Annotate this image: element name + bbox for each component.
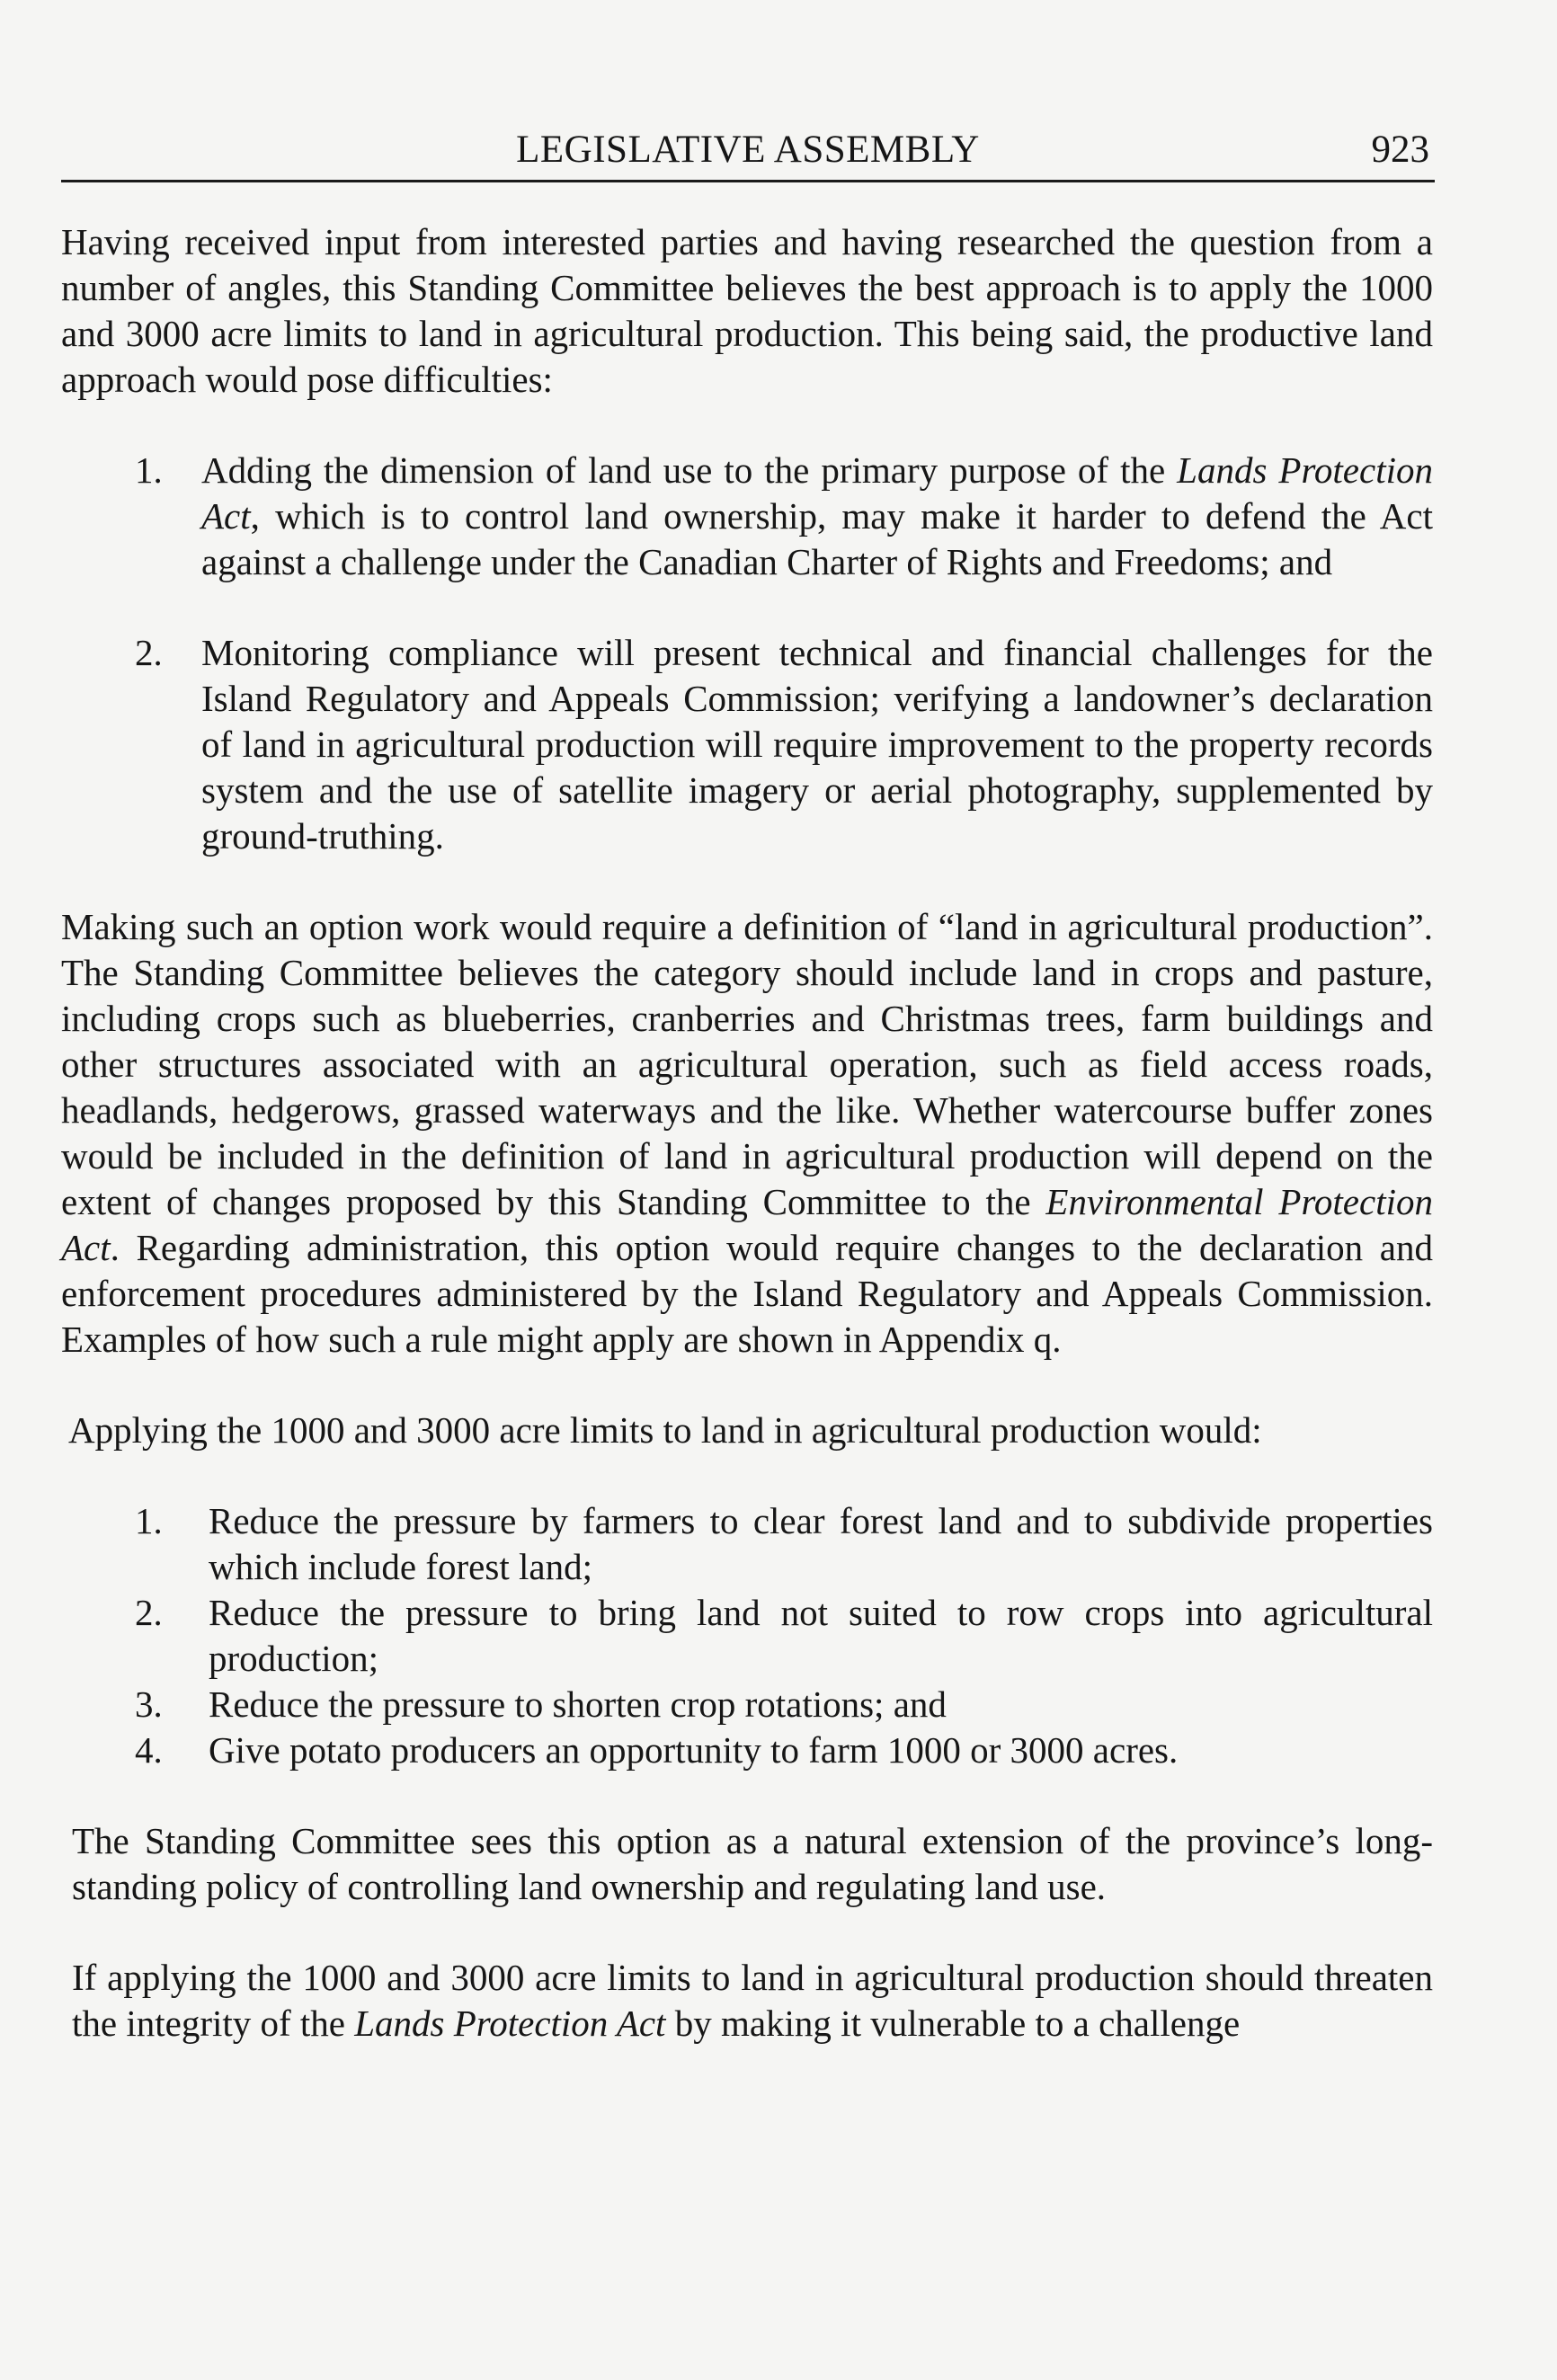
benefits-list: [61, 1498, 1433, 1773]
list-number: 3.: [135, 1683, 163, 1725]
list-item: [61, 1590, 1433, 1682]
paragraph-text: Making such an option work would require a definition of “land in agricultural production”. The Standing Committee believes the category should include land in crops and pasture, including crops such as blueberries, cranberries and Christmas trees, farm buildings and other structures associated with an agricultural operation, such as field access roads, headlands, hedgerows, grassed waterways and the like. Whether watercourse buffer zones would be included in the definition of land in agricultural production will depend on the extent of changes proposed by this Standing Committee to the: [61, 906, 1433, 1222]
difficulties-list: [61, 448, 1433, 859]
paragraph-definition: [61, 904, 1433, 1363]
list-text: , which is to control land ownership, may make it harder to defend the Act against a challenge under the Canadian Charter of Rights and Freedoms; and: [201, 495, 1433, 582]
running-title: LEGISLATIVE ASSEMBLY: [516, 129, 980, 171]
list-number: 2.: [135, 1592, 163, 1633]
list-item: [61, 448, 1433, 585]
page-number: 923: [1371, 129, 1429, 171]
list-number: 2.: [135, 632, 163, 673]
list-text: Monitoring compliance will present technical and financial challenges for the Island Regulatory and Appeals Commission; verifying a landowner’s declaration of land in agricultural production will require improvement to the property records system and the use of satellite imagery or aerial photography, supplemented by ground-truthing.: [201, 632, 1433, 857]
act-title: Lands Protection Act: [354, 2003, 666, 2044]
act-title: Environmental Protection Act: [61, 1181, 1433, 1268]
paragraph-text: If applying the 1000 and 3000 acre limits to land in agricultural production should threaten the integrity of the: [72, 1957, 1433, 2044]
list-number: 1.: [135, 1500, 163, 1541]
list-text: Reduce the pressure to bring land not suited to row crops into agricultural production;: [209, 1592, 1433, 1679]
list-item: [61, 1498, 1433, 1590]
list-number: 4.: [135, 1729, 163, 1771]
list-text: Reduce the pressure to shorten crop rotations; and: [209, 1683, 947, 1725]
list-item: [61, 630, 1433, 859]
paragraph-text: by making it vulnerable to a challenge: [665, 2003, 1241, 2044]
paragraph-applying: Applying the 1000 and 3000 acre limits to land in agricultural production would:: [68, 1409, 1262, 1451]
list-item: [61, 1682, 1433, 1727]
paragraph-integrity: [72, 1955, 1433, 2047]
list-text: Give potato producers an opportunity to farm 1000 or 3000 acres.: [209, 1729, 1179, 1771]
list-text: Adding the dimension of land use to the primary purpose of the: [201, 449, 1178, 491]
act-title: Lands Protection Act: [201, 449, 1433, 537]
list-item: [61, 1727, 1433, 1773]
paragraph-intro: Having received input from interested parties and having researched the question from a number of angles, this Standing Committee believes the best approach is to apply the 1000 and 3000 acre limits to land in agricultural production. This being said, the productive land approach would pose difficulties:: [61, 221, 1433, 400]
paragraph-text: . Regarding administration, this option would require changes to the declaration and enforcement procedures administered by the Island Regulatory and Appeals Commission. Examples of how such a rule might apply are shown in Appendix q.: [61, 1227, 1433, 1360]
page-header: [61, 126, 1435, 182]
list-text: Reduce the pressure by farmers to clear forest land and to subdivide properties which include forest land;: [209, 1500, 1433, 1587]
list-number: 1.: [135, 449, 163, 491]
paragraph-extension: The Standing Committee sees this option as a natural extension of the province’s long-standing policy of controlling land ownership and regulating land use.: [72, 1820, 1433, 1907]
page-body: [61, 219, 1433, 2091]
